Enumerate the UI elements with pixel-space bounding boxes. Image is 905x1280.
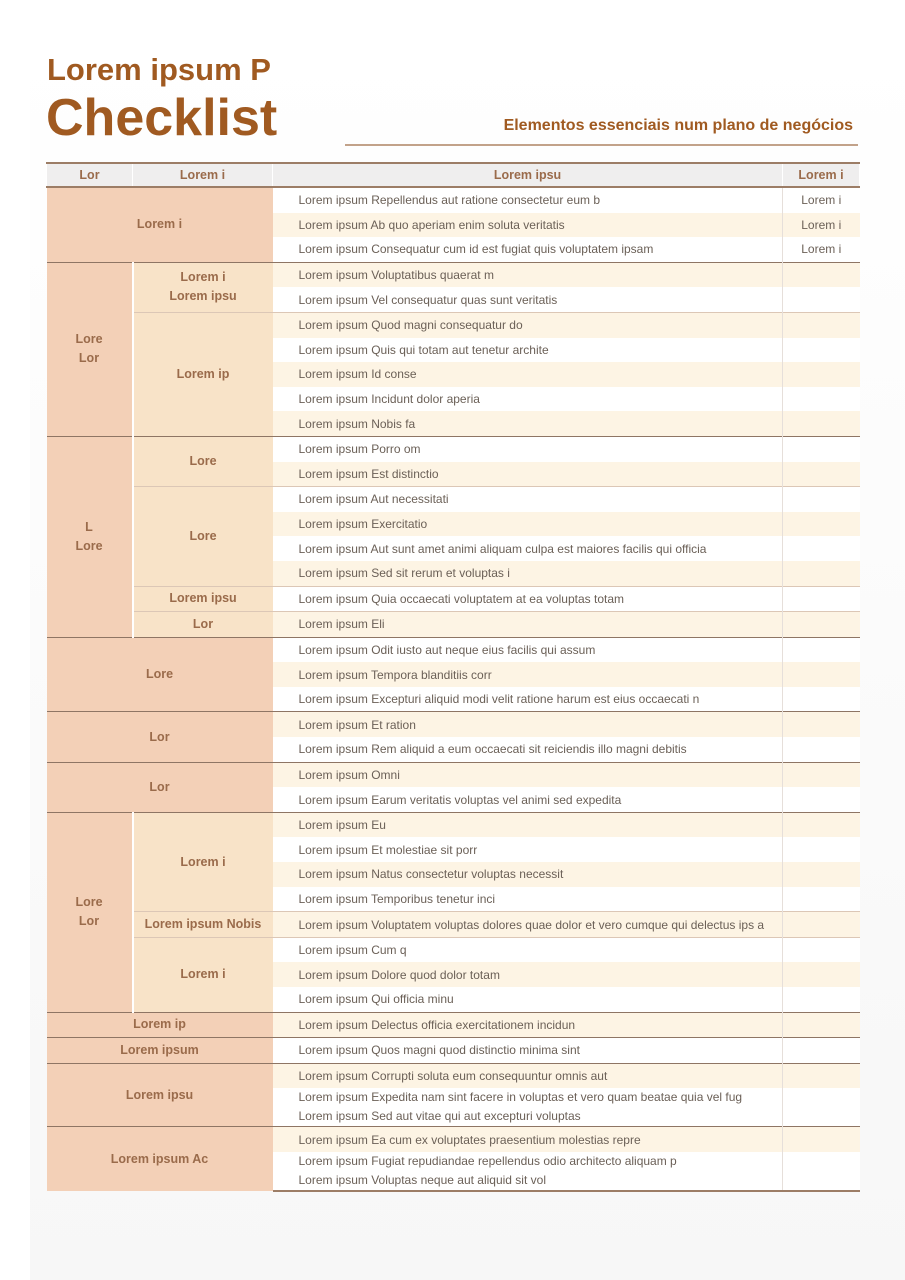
table-row	[47, 1063, 860, 1088]
table-header-row	[47, 163, 860, 187]
item-status	[783, 387, 860, 412]
checklist-item: Lorem ipsum Cum q	[273, 937, 783, 962]
checklist-item: Lorem ipsum Sed sit rerum et voluptas i	[273, 561, 783, 586]
item-status	[783, 411, 860, 436]
section-label: Lore Lor	[47, 262, 133, 436]
item-status	[783, 287, 860, 312]
table-row	[47, 762, 860, 787]
item-status	[783, 687, 860, 712]
checklist-item: Lorem ipsum Rem aliquid a eum occaecati sit reiciendis illo magni debitis	[273, 737, 783, 762]
subsection-label: Lorem ipsu	[133, 586, 273, 612]
subtitle-divider	[345, 144, 858, 146]
item-status	[783, 487, 860, 512]
checklist-item: Lorem ipsum Corrupti soluta eum consequuntur omnis aut	[273, 1063, 783, 1088]
item-status	[783, 837, 860, 862]
checklist-item: Lorem ipsum Vel consequatur quas sunt veritatis	[273, 287, 783, 312]
item-status	[783, 586, 860, 612]
item-status	[783, 362, 860, 387]
section-label: Lor	[47, 762, 273, 812]
checklist-item: Lorem ipsum Earum veritatis voluptas vel animi sed expedita	[273, 787, 783, 812]
section-label: Lorem ipsu	[47, 1063, 273, 1127]
item-status	[783, 1127, 860, 1152]
checklist-item: Lorem ipsum Nobis fa	[273, 411, 783, 436]
subsection-label: Lorem i	[133, 937, 273, 1012]
item-status	[783, 937, 860, 962]
item-status	[783, 312, 860, 337]
item-status	[783, 987, 860, 1012]
subsection-label: Lorem ipsum Nobis	[133, 912, 273, 938]
section-label: Lore	[47, 637, 273, 712]
page-subtitle: Elementos essenciais num plano de negócios	[503, 117, 853, 134]
column-header-item: Lorem ipsu	[273, 163, 783, 187]
page-title-line1: Lorem ipsum P	[47, 52, 271, 87]
table-row	[47, 1038, 860, 1064]
checklist-item: Lorem ipsum Quod magni consequatur do	[273, 312, 783, 337]
item-status: Lorem i	[783, 213, 860, 238]
item-status: Lorem i	[783, 237, 860, 262]
table-row	[47, 712, 860, 737]
item-status	[783, 762, 860, 787]
checklist-item: Lorem ipsum Dolore quod dolor totam	[273, 962, 783, 987]
checklist-item: Lorem ipsum Porro om	[273, 436, 783, 461]
item-status	[783, 536, 860, 561]
subsection-label: Lorem i Lorem ipsu	[133, 262, 273, 312]
item-status	[783, 737, 860, 762]
checklist-item: Lorem ipsum Tempora blanditiis corr	[273, 662, 783, 687]
section-label: Lorem ipsum Ac	[47, 1127, 273, 1191]
checklist-item: Lorem ipsum Voluptatem voluptas dolores quae dolor et vero cumque qui delectus ips a	[273, 912, 783, 938]
item-status	[783, 1152, 860, 1191]
item-status	[783, 462, 860, 487]
section-label: Lorem ipsum	[47, 1038, 273, 1064]
checklist-item: Lorem ipsum Delectus officia exercitationem incidun	[273, 1012, 783, 1038]
item-status	[783, 561, 860, 586]
column-header-status: Lorem i	[783, 163, 860, 187]
checklist-item: Lorem ipsum Incidunt dolor aperia	[273, 387, 783, 412]
checklist-item: Lorem ipsum Exercitatio	[273, 512, 783, 537]
item-status	[783, 612, 860, 638]
section-label: L Lore	[47, 436, 133, 637]
table-row	[47, 586, 860, 612]
item-status	[783, 262, 860, 287]
checklist-item: Lorem ipsum Eli	[273, 612, 783, 638]
item-status	[783, 1063, 860, 1088]
checklist-item: Lorem ipsum Odit iusto aut neque eius facilis qui assum	[273, 637, 783, 662]
item-status	[783, 1038, 860, 1064]
table-row	[47, 812, 860, 837]
table-row	[47, 487, 860, 512]
checklist-item: Lorem ipsum Et molestiae sit porr	[273, 837, 783, 862]
section-label: Lorem ip	[47, 1012, 273, 1038]
item-status	[783, 637, 860, 662]
checklist-item: Lorem ipsum Aut necessitati	[273, 487, 783, 512]
checklist-item: Lorem ipsum Quia occaecati voluptatem at ea voluptas totam	[273, 586, 783, 612]
table-row	[47, 937, 860, 962]
checklist-item: Lorem ipsum Expedita nam sint facere in voluptas et vero quam beatae quia vel fug Lorem ipsum Sed aut vitae qui aut excepturi voluptas	[273, 1088, 783, 1127]
item-status	[783, 812, 860, 837]
table-row	[47, 262, 860, 287]
column-header-section: Lor	[47, 163, 133, 187]
subsection-label: Lor	[133, 612, 273, 638]
subsection-label: Lorem i	[133, 812, 273, 911]
item-status	[783, 662, 860, 687]
section-label: Lor	[47, 712, 273, 762]
checklist-item: Lorem ipsum Qui officia minu	[273, 987, 783, 1012]
checklist-table	[46, 162, 860, 1192]
checklist-item: Lorem ipsum Aut sunt amet animi aliquam culpa est maiores facilis qui officia	[273, 536, 783, 561]
page-title-line2: Checklist	[46, 89, 278, 147]
table-row	[47, 312, 860, 337]
checklist-item: Lorem ipsum Ea cum ex voluptates praesentium molestias repre	[273, 1127, 783, 1152]
table-row	[47, 612, 860, 638]
table-row	[47, 187, 860, 213]
item-status	[783, 962, 860, 987]
table-row	[47, 912, 860, 938]
table-row	[47, 637, 860, 662]
section-label: Lorem i	[47, 187, 273, 262]
subsection-label: Lore	[133, 436, 273, 486]
checklist-item: Lorem ipsum Est distinctio	[273, 462, 783, 487]
checklist-item: Lorem ipsum Et ration	[273, 712, 783, 737]
checklist-item: Lorem ipsum Temporibus tenetur inci	[273, 887, 783, 912]
item-status	[783, 787, 860, 812]
item-status	[783, 712, 860, 737]
item-status	[783, 436, 860, 461]
column-header-subsection: Lorem i	[133, 163, 273, 187]
subsection-label: Lore	[133, 487, 273, 586]
subsection-label: Lorem ip	[133, 312, 273, 436]
item-status	[783, 1088, 860, 1127]
checklist-item: Lorem ipsum Ab quo aperiam enim soluta veritatis	[273, 213, 783, 238]
item-status	[783, 512, 860, 537]
checklist-item: Lorem ipsum Id conse	[273, 362, 783, 387]
item-status	[783, 862, 860, 887]
item-status	[783, 338, 860, 363]
item-status: Lorem i	[783, 187, 860, 213]
checklist-item: Lorem ipsum Natus consectetur voluptas necessit	[273, 862, 783, 887]
checklist-item: Lorem ipsum Fugiat repudiandae repellendus odio architecto aliquam p Lorem ipsum Voluptas neque aut aliquid sit vol	[273, 1152, 783, 1191]
checklist-item: Lorem ipsum Quos magni quod distinctio minima sint	[273, 1038, 783, 1064]
checklist-item: Lorem ipsum Omni	[273, 762, 783, 787]
checklist-item: Lorem ipsum Quis qui totam aut tenetur archite	[273, 338, 783, 363]
table-row	[47, 436, 860, 461]
section-label: Lore Lor	[47, 812, 133, 1012]
item-status	[783, 887, 860, 912]
checklist-item: Lorem ipsum Voluptatibus quaerat m	[273, 262, 783, 287]
table-row	[47, 1127, 860, 1152]
checklist-item: Lorem ipsum Consequatur cum id est fugiat quis voluptatem ipsam	[273, 237, 783, 262]
checklist-item: Lorem ipsum Excepturi aliquid modi velit ratione harum est eius occaecati n	[273, 687, 783, 712]
item-status	[783, 912, 860, 938]
checklist-item: Lorem ipsum Repellendus aut ratione consectetur eum b	[273, 187, 783, 213]
table-row	[47, 1012, 860, 1038]
item-status	[783, 1012, 860, 1038]
checklist-item: Lorem ipsum Eu	[273, 812, 783, 837]
